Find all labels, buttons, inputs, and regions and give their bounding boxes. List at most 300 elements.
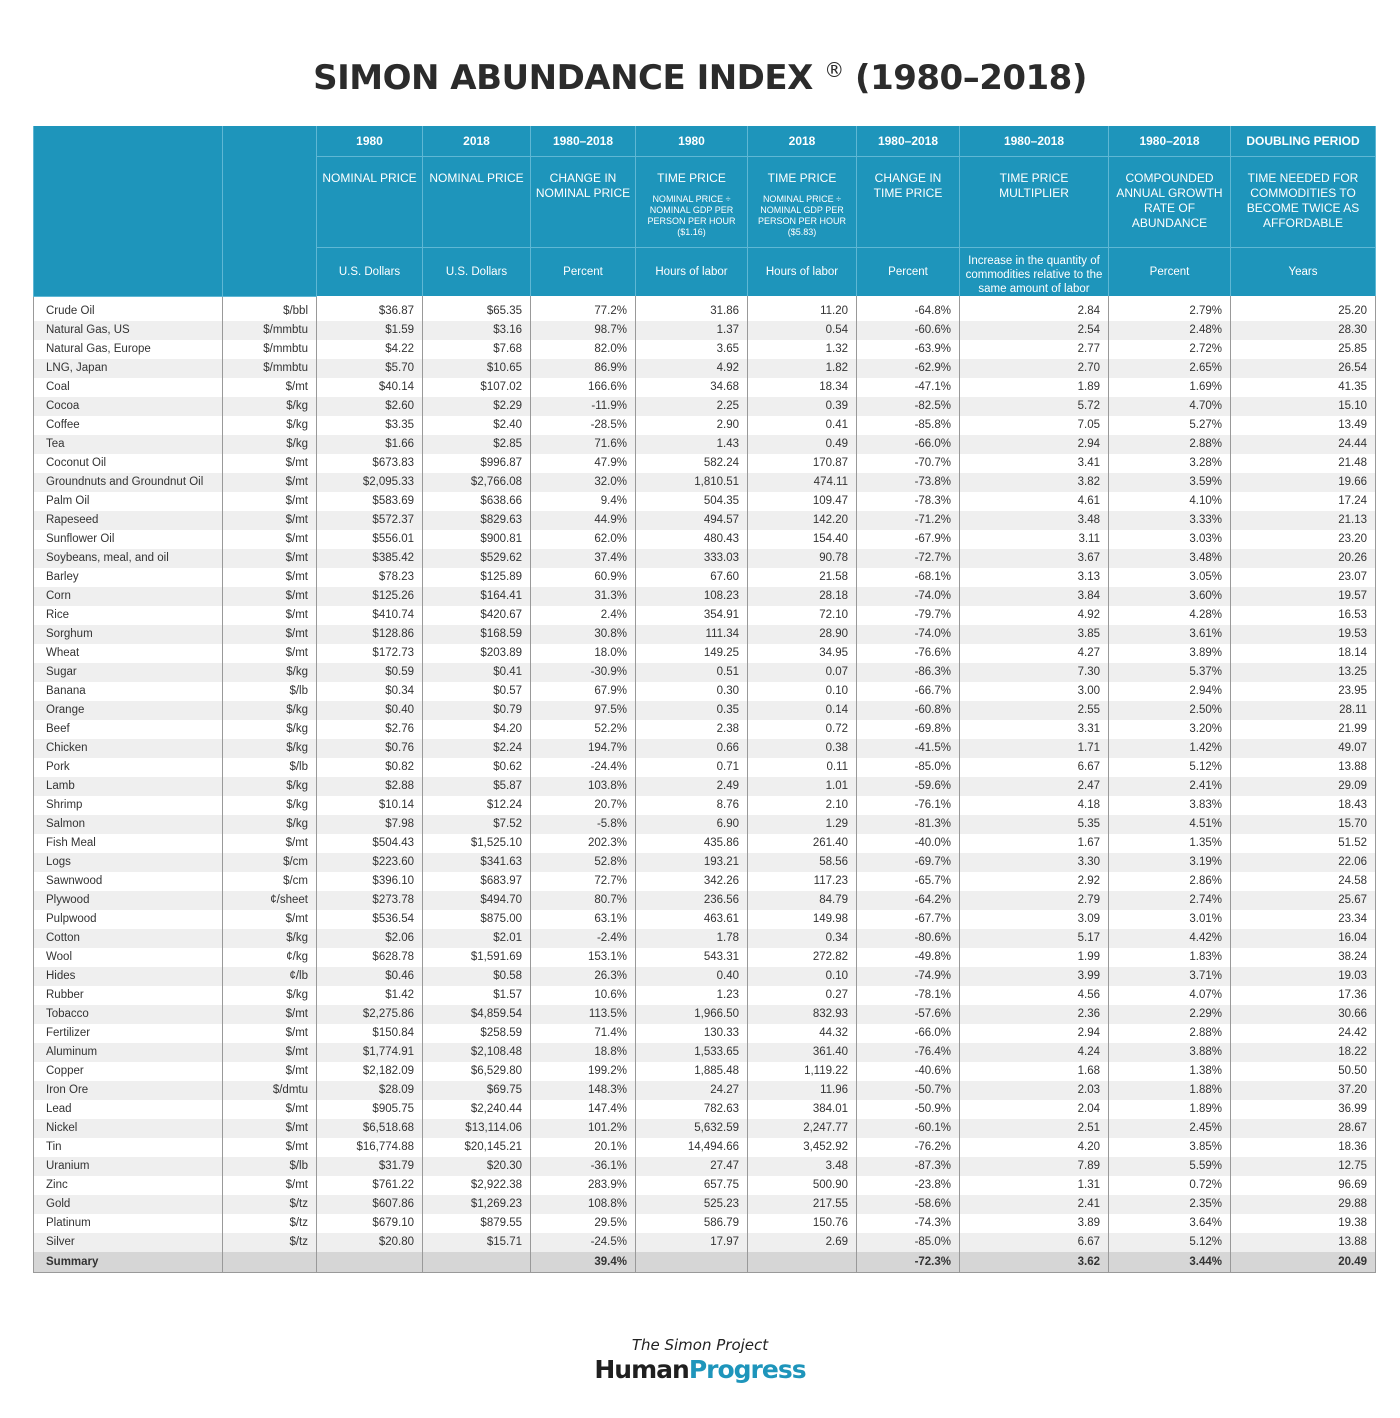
table-row <box>34 739 1376 758</box>
cell-doubling-period: 23.34 <box>1231 910 1376 929</box>
cell-time-price-multiplier: 4.27 <box>960 644 1109 663</box>
cell-time-price-change: -68.1% <box>857 568 960 587</box>
cell-commodity: Uranium <box>34 1157 223 1176</box>
header-desc-main: TIME PRICE <box>657 171 726 185</box>
cell-nominal-change: 18.8% <box>531 1043 636 1062</box>
table-row <box>34 929 1376 948</box>
cell-commodity: Coconut Oil <box>34 454 223 473</box>
cell-time-price-multiplier: 2.70 <box>960 359 1109 378</box>
cell-commodity: Aluminum <box>34 1043 223 1062</box>
cell-nominal-1980: $125.26 <box>317 587 423 606</box>
cell-nominal-1980: $2.76 <box>317 720 423 739</box>
cell-unit: $/mt <box>223 454 317 473</box>
cell-commodity: Rice <box>34 606 223 625</box>
cell-time-price-change: -50.9% <box>857 1100 960 1119</box>
cell-time-price-change: -76.1% <box>857 796 960 815</box>
summary-unit <box>223 1252 317 1273</box>
cell-nominal-1980: $2.88 <box>317 777 423 796</box>
cell-nominal-change: -11.9% <box>531 397 636 416</box>
cell-time-price-multiplier: 1.99 <box>960 948 1109 967</box>
header-unit: Percent <box>531 248 636 297</box>
cell-time-price-2018: 117.23 <box>748 872 857 891</box>
cell-unit: $/bbl <box>223 296 317 321</box>
cell-time-price-2018: 261.40 <box>748 834 857 853</box>
header-desc-main: CHANGE IN NOMINAL PRICE <box>535 171 631 200</box>
cell-time-price-1980: 0.71 <box>636 758 748 777</box>
header-desc <box>423 157 531 248</box>
cell-time-price-1980: 130.33 <box>636 1024 748 1043</box>
cell-commodity: Sugar <box>34 663 223 682</box>
cell-unit: $/mt <box>223 587 317 606</box>
table-row <box>34 1157 1376 1176</box>
cell-nominal-1980: $0.40 <box>317 701 423 720</box>
cell-cagr: 4.10% <box>1109 492 1231 511</box>
header-desc-sub: NOMINAL PRICE ÷ NOMINAL GDP PER PERSON PER HOUR ($5.83) <box>757 194 846 237</box>
cell-time-price-2018: 0.14 <box>748 701 857 720</box>
cell-commodity: Corn <box>34 587 223 606</box>
cell-nominal-1980: $2,095.33 <box>317 473 423 492</box>
summary-time-price-change: -72.3% <box>857 1252 960 1273</box>
cell-time-price-1980: 6.90 <box>636 815 748 834</box>
cell-cagr: 1.89% <box>1109 1100 1231 1119</box>
cell-time-price-change: -76.2% <box>857 1138 960 1157</box>
cell-unit: $/tz <box>223 1214 317 1233</box>
cell-commodity: Orange <box>34 701 223 720</box>
cell-time-price-change: -86.3% <box>857 663 960 682</box>
cell-nominal-2018: $15.71 <box>423 1233 531 1252</box>
cell-doubling-period: 20.26 <box>1231 549 1376 568</box>
cell-doubling-period: 15.10 <box>1231 397 1376 416</box>
cell-time-price-1980: 193.21 <box>636 853 748 872</box>
cell-time-price-multiplier: 4.20 <box>960 1138 1109 1157</box>
cell-nominal-2018: $875.00 <box>423 910 531 929</box>
cell-nominal-1980: $536.54 <box>317 910 423 929</box>
cell-time-price-1980: 4.92 <box>636 359 748 378</box>
cell-nominal-1980: $7.98 <box>317 815 423 834</box>
cell-nominal-2018: $420.67 <box>423 606 531 625</box>
cell-unit: $/kg <box>223 815 317 834</box>
cell-cagr: 3.28% <box>1109 454 1231 473</box>
header-unit: Percent <box>857 248 960 297</box>
cell-nominal-2018: $2.85 <box>423 435 531 454</box>
cell-time-price-1980: 1,810.51 <box>636 473 748 492</box>
cell-unit: $/mt <box>223 1138 317 1157</box>
cell-time-price-change: -79.7% <box>857 606 960 625</box>
cell-time-price-2018: 1.01 <box>748 777 857 796</box>
cell-cagr: 3.61% <box>1109 625 1231 644</box>
cell-cagr: 1.35% <box>1109 834 1231 853</box>
cell-doubling-period: 13.88 <box>1231 1233 1376 1252</box>
table-row <box>34 530 1376 549</box>
cell-time-price-1980: 1,885.48 <box>636 1062 748 1081</box>
cell-nominal-1980: $1.59 <box>317 321 423 340</box>
cell-commodity: Lead <box>34 1100 223 1119</box>
cell-commodity: Natural Gas, Europe <box>34 340 223 359</box>
cell-doubling-period: 37.20 <box>1231 1081 1376 1100</box>
header-desc-main: NOMINAL PRICE <box>322 171 417 185</box>
cell-time-price-change: -76.4% <box>857 1043 960 1062</box>
summary-cagr: 3.44% <box>1109 1252 1231 1273</box>
cell-time-price-change: -67.7% <box>857 910 960 929</box>
header-year: 2018 <box>748 126 857 157</box>
cell-commodity: Sunflower Oil <box>34 530 223 549</box>
cell-unit: $/lb <box>223 1157 317 1176</box>
cell-time-price-multiplier: 3.31 <box>960 720 1109 739</box>
cell-time-price-1980: 0.51 <box>636 663 748 682</box>
cell-nominal-1980: $10.14 <box>317 796 423 815</box>
cell-nominal-change: -5.8% <box>531 815 636 834</box>
cell-doubling-period: 19.38 <box>1231 1214 1376 1233</box>
table-row <box>34 1081 1376 1100</box>
title-years: (1980–2018) <box>855 58 1087 98</box>
cell-unit: $/mt <box>223 378 317 397</box>
cell-cagr: 2.41% <box>1109 777 1231 796</box>
cell-doubling-period: 25.67 <box>1231 891 1376 910</box>
cell-doubling-period: 21.13 <box>1231 511 1376 530</box>
header-year: 1980 <box>636 126 748 157</box>
cell-time-price-multiplier: 3.11 <box>960 530 1109 549</box>
cell-nominal-change: 60.9% <box>531 568 636 587</box>
brand-human: Human <box>594 1355 689 1384</box>
cell-nominal-2018: $4.20 <box>423 720 531 739</box>
cell-doubling-period: 19.03 <box>1231 967 1376 986</box>
table-row <box>34 378 1376 397</box>
cell-time-price-2018: 11.20 <box>748 296 857 321</box>
cell-nominal-1980: $583.69 <box>317 492 423 511</box>
cell-commodity: Beef <box>34 720 223 739</box>
cell-doubling-period: 29.09 <box>1231 777 1376 796</box>
cell-time-price-1980: 0.30 <box>636 682 748 701</box>
table-row <box>34 473 1376 492</box>
cell-time-price-2018: 0.41 <box>748 416 857 435</box>
cell-doubling-period: 18.43 <box>1231 796 1376 815</box>
cell-time-price-multiplier: 3.89 <box>960 1214 1109 1233</box>
cell-nominal-change: 283.9% <box>531 1176 636 1195</box>
header-unit: U.S. Dollars <box>317 248 423 297</box>
table-row <box>34 682 1376 701</box>
cell-commodity: Cotton <box>34 929 223 948</box>
cell-unit: $/mt <box>223 606 317 625</box>
cell-nominal-2018: $1,269.23 <box>423 1195 531 1214</box>
cell-time-price-change: -85.0% <box>857 758 960 777</box>
cell-cagr: 2.35% <box>1109 1195 1231 1214</box>
header-multiplier-note: Increase in the quantity of commodities relative to the same amount of labor <box>960 248 1109 297</box>
cell-time-price-2018: 272.82 <box>748 948 857 967</box>
cell-nominal-1980: $1,774.91 <box>317 1043 423 1062</box>
cell-time-price-change: -74.3% <box>857 1214 960 1233</box>
table-row <box>34 568 1376 587</box>
cell-unit: $/mt <box>223 910 317 929</box>
cell-time-price-1980: 494.57 <box>636 511 748 530</box>
cell-doubling-period: 36.99 <box>1231 1100 1376 1119</box>
header-desc-main: NOMINAL PRICE <box>429 171 524 185</box>
cell-commodity: Fish Meal <box>34 834 223 853</box>
cell-nominal-change: 71.4% <box>531 1024 636 1043</box>
cell-time-price-multiplier: 3.30 <box>960 853 1109 872</box>
cell-nominal-2018: $341.63 <box>423 853 531 872</box>
header-commodity-blank <box>34 126 223 296</box>
cell-nominal-change: 194.7% <box>531 739 636 758</box>
header-desc-main: TIME NEEDED FOR COMMODITIES TO BECOME TWICE AS AFFORDABLE <box>1246 171 1360 230</box>
summary-time-price-1980 <box>636 1252 748 1273</box>
cell-unit: ¢/kg <box>223 948 317 967</box>
header-desc <box>960 157 1109 248</box>
cell-time-price-multiplier: 5.17 <box>960 929 1109 948</box>
table-row <box>34 1043 1376 1062</box>
cell-time-price-1980: 14,494.66 <box>636 1138 748 1157</box>
cell-cagr: 2.45% <box>1109 1119 1231 1138</box>
cell-time-price-1980: 435.86 <box>636 834 748 853</box>
cell-time-price-change: -74.0% <box>857 625 960 644</box>
summary-time-price-multiplier: 3.62 <box>960 1252 1109 1273</box>
cell-cagr: 1.38% <box>1109 1062 1231 1081</box>
cell-time-price-change: -50.7% <box>857 1081 960 1100</box>
cell-time-price-multiplier: 2.77 <box>960 340 1109 359</box>
cell-nominal-1980: $4.22 <box>317 340 423 359</box>
cell-nominal-change: 199.2% <box>531 1062 636 1081</box>
cell-doubling-period: 28.67 <box>1231 1119 1376 1138</box>
cell-doubling-period: 13.25 <box>1231 663 1376 682</box>
cell-cagr: 2.50% <box>1109 701 1231 720</box>
cell-nominal-1980: $607.86 <box>317 1195 423 1214</box>
cell-commodity: Lamb <box>34 777 223 796</box>
cell-nominal-1980: $504.43 <box>317 834 423 853</box>
cell-doubling-period: 28.11 <box>1231 701 1376 720</box>
cell-time-price-change: -73.8% <box>857 473 960 492</box>
cell-time-price-change: -60.1% <box>857 1119 960 1138</box>
header-desc-main: COMPOUNDED ANNUAL GROWTH RATE OF ABUNDANCE <box>1116 171 1223 230</box>
cell-time-price-multiplier: 6.67 <box>960 758 1109 777</box>
cell-nominal-change: 80.7% <box>531 891 636 910</box>
header-year: 1980–2018 <box>857 126 960 157</box>
cell-commodity: Coal <box>34 378 223 397</box>
cell-unit: $/kg <box>223 416 317 435</box>
cell-nominal-2018: $258.59 <box>423 1024 531 1043</box>
cell-cagr: 3.05% <box>1109 568 1231 587</box>
cell-time-price-multiplier: 7.05 <box>960 416 1109 435</box>
cell-time-price-multiplier: 4.18 <box>960 796 1109 815</box>
cell-nominal-1980: $0.59 <box>317 663 423 682</box>
cell-time-price-change: -65.7% <box>857 872 960 891</box>
cell-doubling-period: 18.14 <box>1231 644 1376 663</box>
table-row <box>34 891 1376 910</box>
cell-nominal-1980: $128.86 <box>317 625 423 644</box>
cell-time-price-change: -69.7% <box>857 853 960 872</box>
cell-nominal-2018: $0.79 <box>423 701 531 720</box>
cell-time-price-change: -78.1% <box>857 986 960 1005</box>
cell-cagr: 5.12% <box>1109 1233 1231 1252</box>
cell-commodity: Pork <box>34 758 223 777</box>
cell-unit: $/mt <box>223 549 317 568</box>
cell-unit: $/mmbtu <box>223 359 317 378</box>
table-row <box>34 1062 1376 1081</box>
cell-time-price-change: -64.8% <box>857 296 960 321</box>
cell-commodity: Pulpwood <box>34 910 223 929</box>
table-row <box>34 416 1376 435</box>
cell-unit: $/mt <box>223 1062 317 1081</box>
table-header <box>34 126 1376 296</box>
cell-time-price-2018: 0.49 <box>748 435 857 454</box>
cell-time-price-1980: 1.78 <box>636 929 748 948</box>
cell-time-price-change: -59.6% <box>857 777 960 796</box>
cell-nominal-2018: $7.52 <box>423 815 531 834</box>
cell-time-price-change: -76.6% <box>857 644 960 663</box>
cell-doubling-period: 25.20 <box>1231 296 1376 321</box>
project-name: The Simon Project <box>631 1336 769 1354</box>
title-text: SIMON ABUNDANCE INDEX <box>313 58 813 98</box>
cell-nominal-1980: $20.80 <box>317 1233 423 1252</box>
cell-unit: $/mt <box>223 1024 317 1043</box>
cell-nominal-1980: $905.75 <box>317 1100 423 1119</box>
cell-nominal-1980: $1.42 <box>317 986 423 1005</box>
cell-time-price-2018: 384.01 <box>748 1100 857 1119</box>
cell-unit: $/kg <box>223 701 317 720</box>
cell-time-price-change: -72.7% <box>857 549 960 568</box>
cell-time-price-2018: 142.20 <box>748 511 857 530</box>
cell-time-price-change: -87.3% <box>857 1157 960 1176</box>
header-desc <box>1231 157 1376 248</box>
cell-nominal-2018: $10.65 <box>423 359 531 378</box>
cell-time-price-1980: 236.56 <box>636 891 748 910</box>
table-row <box>34 644 1376 663</box>
cell-time-price-change: -41.5% <box>857 739 960 758</box>
cell-nominal-change: 62.0% <box>531 530 636 549</box>
table-row <box>34 340 1376 359</box>
cell-cagr: 2.65% <box>1109 359 1231 378</box>
table-row <box>34 606 1376 625</box>
cell-commodity: Copper <box>34 1062 223 1081</box>
cell-nominal-change: 63.1% <box>531 910 636 929</box>
cell-doubling-period: 24.42 <box>1231 1024 1376 1043</box>
header-row-years <box>34 126 1376 157</box>
cell-time-price-2018: 28.90 <box>748 625 857 644</box>
cell-time-price-1980: 1,533.65 <box>636 1043 748 1062</box>
cell-time-price-change: -64.2% <box>857 891 960 910</box>
cell-cagr: 3.01% <box>1109 910 1231 929</box>
table-row <box>34 1024 1376 1043</box>
cell-nominal-change: 2.4% <box>531 606 636 625</box>
cell-unit: $/mt <box>223 1176 317 1195</box>
summary-time-price-2018 <box>748 1252 857 1273</box>
table-row <box>34 815 1376 834</box>
cell-commodity: Fertilizer <box>34 1024 223 1043</box>
cell-commodity: Hides <box>34 967 223 986</box>
cell-doubling-period: 38.24 <box>1231 948 1376 967</box>
cell-commodity: Salmon <box>34 815 223 834</box>
cell-commodity: Tin <box>34 1138 223 1157</box>
cell-doubling-period: 51.52 <box>1231 834 1376 853</box>
cell-nominal-change: -2.4% <box>531 929 636 948</box>
cell-nominal-1980: $673.83 <box>317 454 423 473</box>
cell-unit: $/mmbtu <box>223 340 317 359</box>
cell-commodity: Palm Oil <box>34 492 223 511</box>
brand-progress: Progress <box>688 1355 806 1384</box>
cell-nominal-change: 29.5% <box>531 1214 636 1233</box>
cell-time-price-multiplier: 2.79 <box>960 891 1109 910</box>
cell-doubling-period: 29.88 <box>1231 1195 1376 1214</box>
cell-nominal-change: 44.9% <box>531 511 636 530</box>
cell-nominal-2018: $2.40 <box>423 416 531 435</box>
cell-cagr: 1.88% <box>1109 1081 1231 1100</box>
cell-doubling-period: 18.36 <box>1231 1138 1376 1157</box>
cell-time-price-1980: 1.23 <box>636 986 748 1005</box>
cell-doubling-period: 21.48 <box>1231 454 1376 473</box>
cell-unit: $/mt <box>223 644 317 663</box>
cell-time-price-2018: 44.32 <box>748 1024 857 1043</box>
cell-doubling-period: 49.07 <box>1231 739 1376 758</box>
cell-nominal-2018: $529.62 <box>423 549 531 568</box>
cell-cagr: 4.07% <box>1109 986 1231 1005</box>
cell-nominal-2018: $2,240.44 <box>423 1100 531 1119</box>
cell-time-price-1980: 5,632.59 <box>636 1119 748 1138</box>
cell-unit: $/kg <box>223 739 317 758</box>
cell-nominal-change: 77.2% <box>531 296 636 321</box>
cell-nominal-1980: $2,182.09 <box>317 1062 423 1081</box>
summary-row <box>34 1252 1376 1273</box>
table-row <box>34 587 1376 606</box>
cell-time-price-1980: 333.03 <box>636 549 748 568</box>
cell-time-price-2018: 217.55 <box>748 1195 857 1214</box>
cell-time-price-multiplier: 3.48 <box>960 511 1109 530</box>
cell-time-price-change: -80.6% <box>857 929 960 948</box>
cell-doubling-period: 28.30 <box>1231 321 1376 340</box>
cell-time-price-multiplier: 2.41 <box>960 1195 1109 1214</box>
cell-cagr: 2.88% <box>1109 435 1231 454</box>
cell-time-price-multiplier: 3.99 <box>960 967 1109 986</box>
cell-cagr: 3.60% <box>1109 587 1231 606</box>
cell-unit: $/kg <box>223 663 317 682</box>
table-row <box>34 872 1376 891</box>
cell-time-price-1980: 0.35 <box>636 701 748 720</box>
header-unit: Percent <box>1109 248 1231 297</box>
cell-nominal-change: 153.1% <box>531 948 636 967</box>
registered-mark-icon: ® <box>824 58 844 82</box>
brand-logo <box>0 1355 1400 1384</box>
cell-nominal-change: 47.9% <box>531 454 636 473</box>
cell-nominal-1980: $78.23 <box>317 568 423 587</box>
cell-time-price-multiplier: 3.00 <box>960 682 1109 701</box>
cell-time-price-multiplier: 1.71 <box>960 739 1109 758</box>
cell-time-price-change: -49.8% <box>857 948 960 967</box>
cell-cagr: 3.64% <box>1109 1214 1231 1233</box>
cell-cagr: 4.51% <box>1109 815 1231 834</box>
cell-nominal-2018: $107.02 <box>423 378 531 397</box>
cell-time-price-2018: 500.90 <box>748 1176 857 1195</box>
cell-nominal-1980: $410.74 <box>317 606 423 625</box>
cell-time-price-1980: 543.31 <box>636 948 748 967</box>
cell-time-price-1980: 354.91 <box>636 606 748 625</box>
cell-doubling-period: 22.06 <box>1231 853 1376 872</box>
summary-nominal-1980 <box>317 1252 423 1273</box>
cell-unit: $/kg <box>223 986 317 1005</box>
cell-unit: $/cm <box>223 872 317 891</box>
cell-nominal-change: 108.8% <box>531 1195 636 1214</box>
cell-doubling-period: 18.22 <box>1231 1043 1376 1062</box>
cell-time-price-multiplier: 3.09 <box>960 910 1109 929</box>
cell-nominal-change: -24.5% <box>531 1233 636 1252</box>
cell-nominal-2018: $2.01 <box>423 929 531 948</box>
cell-time-price-multiplier: 3.85 <box>960 625 1109 644</box>
cell-time-price-2018: 154.40 <box>748 530 857 549</box>
cell-time-price-1980: 2.25 <box>636 397 748 416</box>
cell-doubling-period: 19.53 <box>1231 625 1376 644</box>
table-row <box>34 321 1376 340</box>
cell-time-price-multiplier: 5.72 <box>960 397 1109 416</box>
cell-time-price-multiplier: 4.61 <box>960 492 1109 511</box>
cell-time-price-change: -74.0% <box>857 587 960 606</box>
cell-time-price-2018: 0.11 <box>748 758 857 777</box>
cell-nominal-2018: $638.66 <box>423 492 531 511</box>
